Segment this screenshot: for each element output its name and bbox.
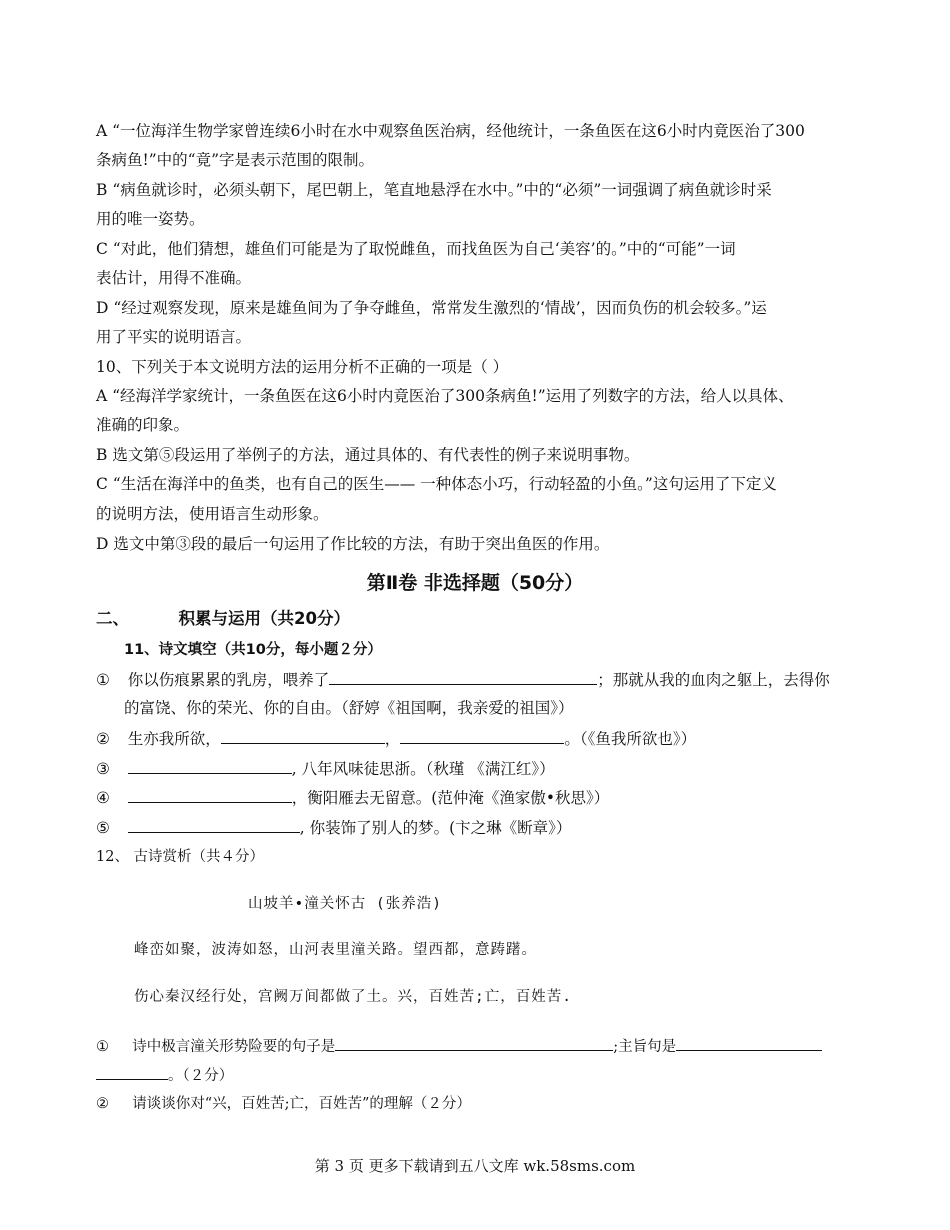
q11-item-2-blank-2[interactable] (400, 727, 564, 744)
q11-item-1-blank[interactable] (329, 668, 597, 685)
q12-item-2-text: 请谈谈你对“兴，百姓苦;亡，百姓苦”的理解（２分） (132, 1096, 471, 1112)
q9-option-b-line2: 用的唯一姿势。 (96, 210, 205, 228)
q9-option-d-line2: 用了平实的说明语言。 (96, 328, 252, 346)
q11-item-3-blank[interactable] (128, 757, 292, 774)
q12-item-1 (96, 1034, 856, 1058)
q11-item-1-prefix: 你以伤痕累累的乳房，喂养了 (127, 671, 330, 689)
q11-item-2-blank-1[interactable] (221, 727, 385, 744)
q11-item-4-number: ④ (96, 789, 110, 807)
q9-option-c-line2: 表估计，用得不准确。 (96, 269, 252, 287)
q11-item-2-suffix: 。（《鱼我所欲也》） (564, 730, 697, 748)
q11-item-4-suffix: ，衡阳雁去无留意。(范仲淹《渔家傲•秋思》） (291, 789, 610, 807)
q12-item-1-prefix: 诗中极言潼关形势险要的句子是 (132, 1039, 336, 1055)
q12-item-2-number: ② (96, 1096, 109, 1112)
page-footer: 第 3 页 更多下载请到五八文库 wk.58sms.com (314, 1157, 636, 1175)
q12-item-1-number: ① (96, 1039, 109, 1055)
q11-item-5 (96, 816, 856, 839)
q11-item-1-suffix: ；那就从我的血肉之躯上，去得你 (597, 671, 830, 689)
q9-option-d-line1: D “经过观察发现，原来是雄鱼间为了争夺雌鱼，常常发生激烈的‘情战’，因而负伤的机会较多。”运 (96, 299, 767, 317)
q10-option-a-line1: A “经海洋学家统计，一条鱼医在这6小时内竟医治了300条病鱼!”运用了列数字的方法，给人以具体、 (96, 387, 794, 405)
q9-option-a-line2: 条病鱼!”中的“竟”字是表示范围的限制。 (96, 151, 375, 169)
q11-item-1 (96, 668, 856, 691)
q12-item-1-blank-2-cont[interactable] (96, 1063, 168, 1080)
q12-item-1-points: 。（２分） (168, 1068, 234, 1084)
q11-item-2-prefix: 生亦我所欲， (127, 730, 221, 748)
q9-option-a-line1: A “一位海洋生物学家曾连续6小时在水中观察鱼医治病，经他统计，一条鱼医在这6小时内竟医治了300 (96, 122, 805, 140)
q9-option-b-line1: B “病鱼就诊时，必须头朝下，尾巴朝上，笔直地悬浮在水中。”中的“必须”一词强调了病鱼就诊时采 (96, 181, 772, 199)
q11-item-3-number: ③ (96, 760, 110, 778)
q10-option-a-line2: 准确的印象。 (96, 416, 190, 434)
q10-stem: 10、下列关于本文说明方法的运用分析不正确的一项是（ ） (96, 358, 509, 376)
poem-line-1: 峰峦如聚，波涛如怒，山河表里潼关路。望西都，意踌躇。 (134, 942, 537, 958)
part2-heading-text: 积累与运用（共20分） (178, 609, 350, 628)
poem-title: 山坡羊•潼关怀古 (张养浩) (248, 896, 442, 912)
q11-item-4-blank[interactable] (128, 786, 292, 803)
q11-item-3 (96, 757, 856, 780)
q12-item-1-blank-2[interactable] (676, 1034, 822, 1051)
q11-item-2-comma: ， (384, 730, 401, 748)
q10-option-c-line1: C “生活在海洋中的鱼类，也有自己的医生—— 一种体态小巧，行动轻盈的小鱼。”这句运用了下定义 (96, 475, 777, 493)
q11-item-1-continued: 的富饶、你的荣光、你的自由。（舒婷《祖国啊，我亲爱的祖国》） (124, 699, 574, 717)
q11-item-4 (96, 786, 856, 809)
q11-title: 11、诗文填空（共10分，每小题２分） (124, 642, 382, 658)
poem-line-2: 伤心秦汉经行处，宫阙万间都做了土。兴，百姓苦;亡，百姓苦. (134, 989, 572, 1005)
q12-title: 12、 古诗赏析（共４分） (96, 849, 265, 865)
q10-option-c-line2: 的说明方法，使用语言生动形象。 (96, 505, 329, 523)
q11-item-5-number: ⑤ (96, 819, 110, 837)
q9-option-c-line1: C “对此，他们猜想，雄鱼们可能是为了取悦雌鱼，而找鱼医为自己‘美容’的。”中的“可能”一词 (96, 240, 736, 258)
q12-item-1-continued (96, 1063, 856, 1087)
q11-item-2-number: ② (96, 730, 110, 748)
q11-item-5-suffix: , 你装饰了别人的梦。(卞之琳《断章》） (299, 819, 572, 837)
q12-item-1-blank-1[interactable] (335, 1034, 613, 1051)
q12-item-2 (96, 1093, 856, 1115)
q10-option-d: D 选文中第③段的最后一句运用了作比较的方法，有助于突出鱼医的作用。 (96, 535, 610, 553)
q11-item-1-number: ① (96, 671, 110, 689)
part2-heading-number: 二、 (96, 609, 129, 628)
q11-item-3-suffix: , 八年风味徒思浙。（秋瑾 《满江红》） (291, 760, 555, 778)
q10-option-b: B 选文第⑤段运用了举例子的方法，通过具体的、有代表性的例子来说明事物。 (96, 446, 640, 464)
q11-item-5-blank[interactable] (128, 816, 300, 833)
q12-item-1-mid: ;主旨句是 (613, 1039, 677, 1055)
section-title: 第Ⅱ卷 非选择题（50分） (366, 572, 584, 594)
part2-heading (96, 608, 856, 630)
q11-item-2 (96, 727, 856, 750)
